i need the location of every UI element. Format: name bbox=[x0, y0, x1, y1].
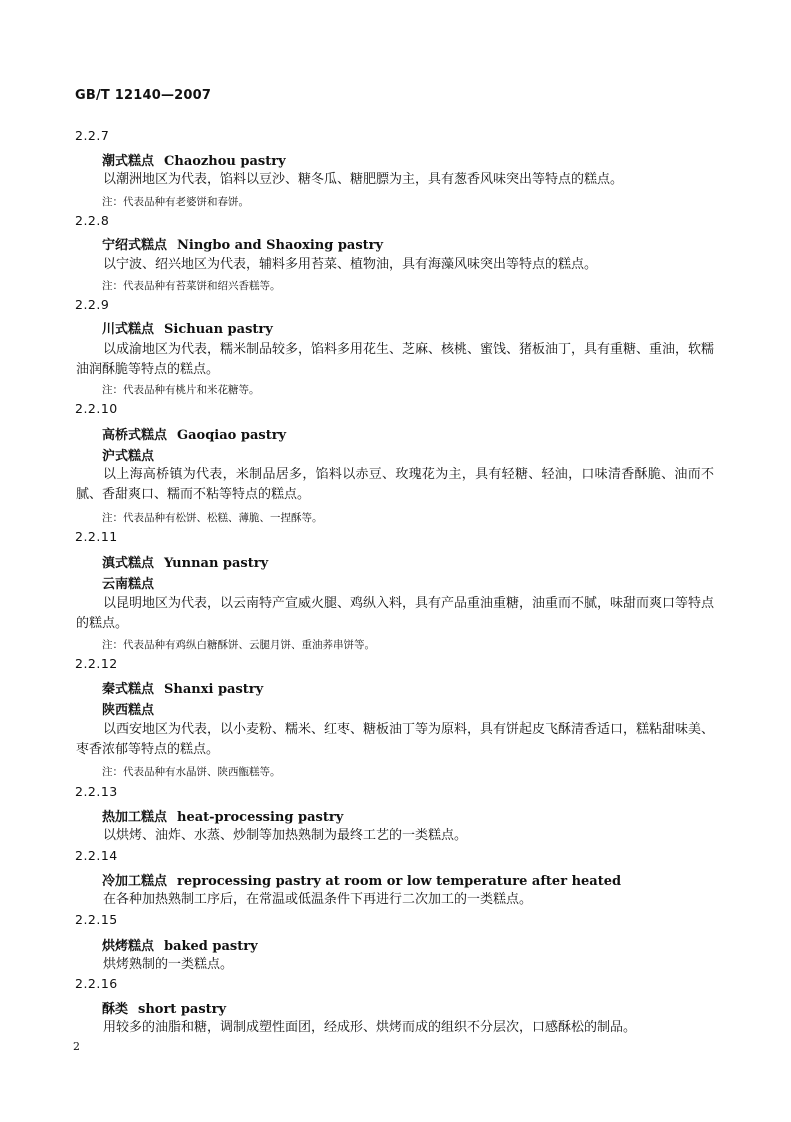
entry-term bbox=[102, 150, 286, 169]
term-chinese: 秦式糕点 bbox=[102, 682, 155, 697]
term-english: short pastry bbox=[138, 1002, 227, 1017]
alternative-term: 陕西糕点 bbox=[102, 703, 155, 718]
term-english: Chaozhou pastry bbox=[164, 154, 286, 169]
entry-number: 2.2.15 bbox=[75, 912, 118, 927]
entry-note: 注：代表品种有水晶饼、陕西甑糕等。 bbox=[102, 766, 281, 778]
entry-note: 注：代表品种有松饼、松糕、薄脆、一捏酥等。 bbox=[102, 512, 323, 524]
term-english: Shanxi pastry bbox=[164, 682, 264, 697]
term-english: reprocessing pastry at room or low temperature after heated bbox=[177, 874, 622, 889]
entry-definition: 用较多的油脂和糖，调制成塑性面团，经成形、烘烤而成的组织不分层次，口感酥松的制品。 bbox=[103, 1020, 637, 1035]
entry-definition: 以昆明地区为代表，以云南特产宣威火腿、鸡纵入料，具有产品重油重糖，油重而不腻，味甜而爽口等特点的糕点。 bbox=[76, 596, 715, 631]
entry-number: 2.2.11 bbox=[75, 529, 118, 544]
entry-term bbox=[102, 234, 383, 253]
entry-number: 2.2.16 bbox=[75, 976, 118, 991]
entry-number: 2.2.14 bbox=[75, 848, 118, 863]
entry-term bbox=[102, 806, 343, 825]
entry-definition: 烘烤熟制的一类糕点。 bbox=[103, 957, 234, 972]
entry-definition: 以宁波、绍兴地区为代表，辅料多用苔菜、植物油，具有海藻风味突出等特点的糕点。 bbox=[103, 257, 598, 272]
entry-term bbox=[102, 678, 263, 697]
entry-note: 注：代表品种有老婆饼和春饼。 bbox=[102, 196, 249, 208]
alternative-term: 云南糕点 bbox=[102, 577, 155, 592]
term-english: baked pastry bbox=[164, 939, 258, 954]
entry-number: 2.2.7 bbox=[75, 128, 110, 143]
entry-term bbox=[102, 318, 273, 337]
entry-number: 2.2.8 bbox=[75, 213, 110, 228]
standard-code-header: GB/T 12140—2007 bbox=[75, 88, 212, 103]
term-english: Gaoqiao pastry bbox=[177, 428, 287, 443]
term-chinese: 高桥式糕点 bbox=[102, 428, 168, 443]
entry-term bbox=[102, 998, 226, 1017]
term-chinese: 冷加工糕点 bbox=[102, 874, 168, 889]
entry-definition: 以成渝地区为代表，糯米制品较多，馅料多用花生、芝麻、核桃、蜜饯、猪板油丁，具有重糖、重油，软糯油润酥脆等特点的糕点。 bbox=[76, 342, 715, 377]
term-chinese: 宁绍式糕点 bbox=[102, 238, 168, 253]
entry-note: 注：代表品种有鸡纵白糖酥饼、云腿月饼、重油荞串饼等。 bbox=[102, 639, 375, 651]
entry-definition: 在各种加热熟制工序后，在常温或低温条件下再进行二次加工的一类糕点。 bbox=[103, 892, 533, 907]
entry-number: 2.2.13 bbox=[75, 784, 118, 799]
term-chinese: 潮式糕点 bbox=[102, 154, 155, 169]
entry-definition: 以潮洲地区为代表，馅料以豆沙、糖冬瓜、糖肥膘为主，具有葱香风味突出等特点的糕点。 bbox=[103, 172, 624, 187]
term-english: heat-processing pastry bbox=[177, 810, 344, 825]
term-chinese: 烘烤糕点 bbox=[102, 939, 155, 954]
term-english: Yunnan pastry bbox=[164, 556, 269, 571]
entry-number: 2.2.9 bbox=[75, 297, 110, 312]
term-english: Ningbo and Shaoxing pastry bbox=[177, 238, 384, 253]
term-chinese: 热加工糕点 bbox=[102, 810, 168, 825]
entry-number: 2.2.12 bbox=[75, 656, 118, 671]
page-number: 2 bbox=[73, 1040, 80, 1053]
term-chinese: 川式糕点 bbox=[102, 322, 155, 337]
term-chinese: 滇式糕点 bbox=[102, 556, 155, 571]
term-chinese: 酥类 bbox=[102, 1002, 129, 1017]
entry-note: 注：代表品种有桃片和米花糖等。 bbox=[102, 384, 260, 396]
entry-term bbox=[102, 552, 268, 571]
entry-definition: 以烘烤、油炸、水蒸、炒制等加热熟制为最终工艺的一类糕点。 bbox=[103, 828, 468, 843]
entry-term bbox=[102, 935, 258, 954]
term-english: Sichuan pastry bbox=[164, 322, 273, 337]
entry-term bbox=[102, 424, 286, 443]
entry-definition: 以上海高桥镇为代表，米制品居多，馅料以赤豆、玫瑰花为主，具有轻糖、轻油，口味清香酥脆、油而不腻、香甜爽口、糯而不粘等特点的糕点。 bbox=[76, 467, 714, 502]
entry-term bbox=[102, 870, 621, 889]
alternative-term: 沪式糕点 bbox=[102, 449, 155, 464]
entry-number: 2.2.10 bbox=[75, 401, 118, 416]
entry-note: 注：代表品种有苔菜饼和绍兴香糕等。 bbox=[102, 280, 281, 292]
entry-definition: 以西安地区为代表，以小麦粉、糯米、红枣、糖板油丁等为原料，具有饼起皮飞酥清香适口，糕粘甜味美、枣香浓郁等特点的糕点。 bbox=[76, 722, 715, 757]
